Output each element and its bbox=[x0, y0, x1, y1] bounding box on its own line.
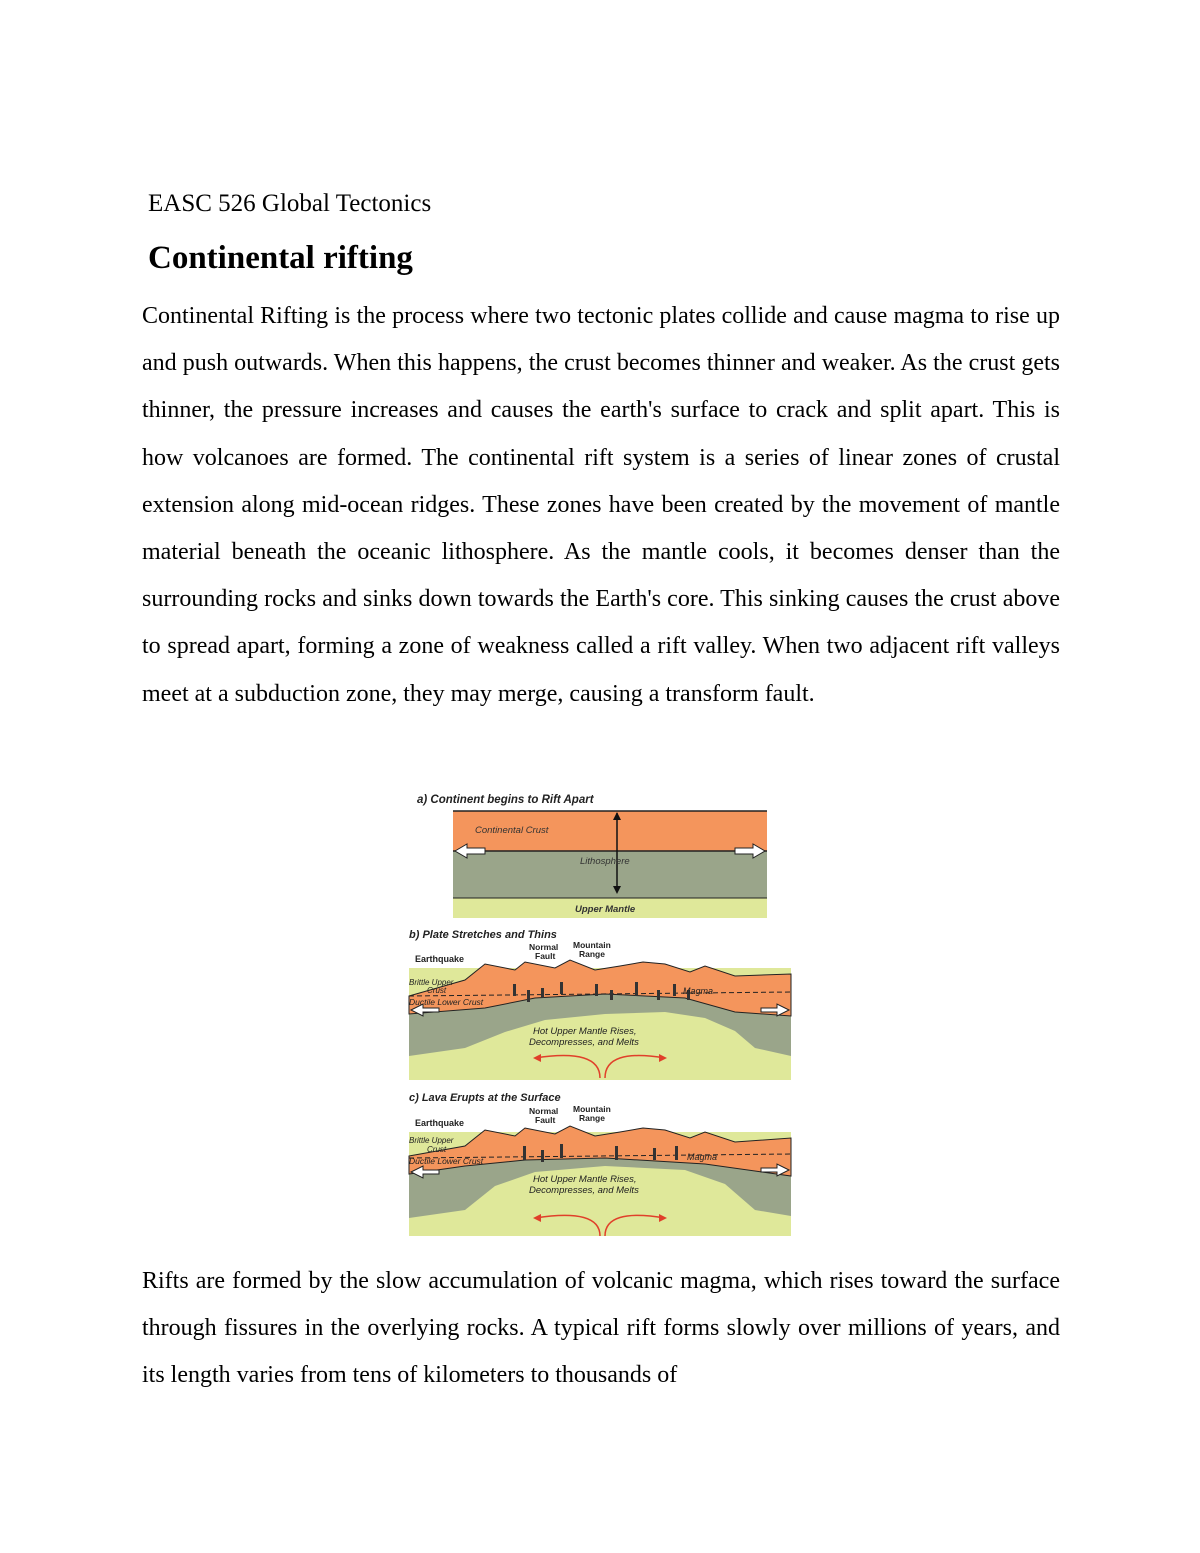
panel-b bbox=[409, 929, 791, 1080]
upper-mantle-label: Upper Mantle bbox=[575, 904, 636, 915]
hot-mantle-label-b: Hot Upper Mantle Rises, bbox=[533, 1026, 637, 1037]
panel-b-title: b) Plate Stretches and Thins bbox=[409, 929, 557, 941]
hot-mantle-label-c: Hot Upper Mantle Rises, bbox=[533, 1174, 637, 1185]
ductile-label-c: Ductile Lower Crust bbox=[409, 1156, 484, 1166]
normal-label-b: Normal bbox=[529, 942, 559, 952]
mountain-label-b: Mountain bbox=[573, 940, 611, 950]
panel-c-title: c) Lava Erupts at the Surface bbox=[409, 1092, 561, 1104]
paragraph-rifts: Rifts are formed by the slow accumulation of volcanic magma, which rises toward the surface through fissures in the overlying rocks. A typical rift forms slowly over millions of years, and its length varies from tens of kilometers to thousands of bbox=[142, 1268, 1060, 1389]
panel-a bbox=[417, 794, 767, 918]
brittle-label-c: Brittle Upper bbox=[409, 1136, 454, 1145]
paragraph-intro: Continental Rifting is the process where two tectonic plates collide and cause magma to rise up and push outwards. When this happens, the crust becomes thinner and weaker. As the crust gets thinner, the pressure increases and causes the earth's surface to crack and split apart. This is how volcanoes are formed. The continental rift system is a series of linear zones of crustal extension along mid-ocean ridges. These zones have been created by the movement of mantle material beneath the oceanic lithosphere. As the mantle cools, it becomes denser than the surrounding rocks and sinks down towards the Earth's core. This sinking causes the crust above to spread apart, forming a zone of weakness called a rift valley. When two adjacent rift valleys meet at a subduction zone, they may merge, causing a transform fault. bbox=[142, 303, 1060, 707]
brittle-crust-label-b: Crust bbox=[427, 986, 447, 995]
decompresses-label-c: Decompresses, and Melts bbox=[529, 1185, 639, 1196]
normal-label-c: Normal bbox=[529, 1106, 559, 1116]
magma-label-b: Magma bbox=[683, 986, 714, 996]
course-heading: EASC 526 Global Tectonics bbox=[148, 190, 432, 217]
mountain-label-c: Mountain bbox=[573, 1104, 611, 1114]
panel-a-title: a) Continent begins to Rift Apart bbox=[417, 794, 594, 806]
earthquake-label-c: Earthquake bbox=[415, 1118, 465, 1128]
brittle-crust-label-c: Crust bbox=[427, 1145, 447, 1154]
range-label-b: Range bbox=[579, 949, 605, 959]
earthquake-label-b: Earthquake bbox=[415, 954, 465, 964]
panel-c bbox=[409, 1092, 791, 1236]
ductile-label-b: Ductile Lower Crust bbox=[409, 997, 484, 1007]
rifting-figure bbox=[405, 786, 795, 1238]
fault-label-c: Fault bbox=[535, 1115, 556, 1125]
page-title: Continental rifting bbox=[148, 240, 413, 276]
magma-label-c: Magma bbox=[687, 1152, 718, 1162]
brittle-label-b: Brittle Upper bbox=[409, 978, 454, 987]
lithosphere-label: Lithosphere bbox=[580, 856, 630, 867]
range-label-c: Range bbox=[579, 1113, 605, 1123]
continental-crust-label: Continental Crust bbox=[475, 825, 549, 836]
fault-label-b: Fault bbox=[535, 951, 556, 961]
decompresses-label-b: Decompresses, and Melts bbox=[529, 1037, 639, 1048]
